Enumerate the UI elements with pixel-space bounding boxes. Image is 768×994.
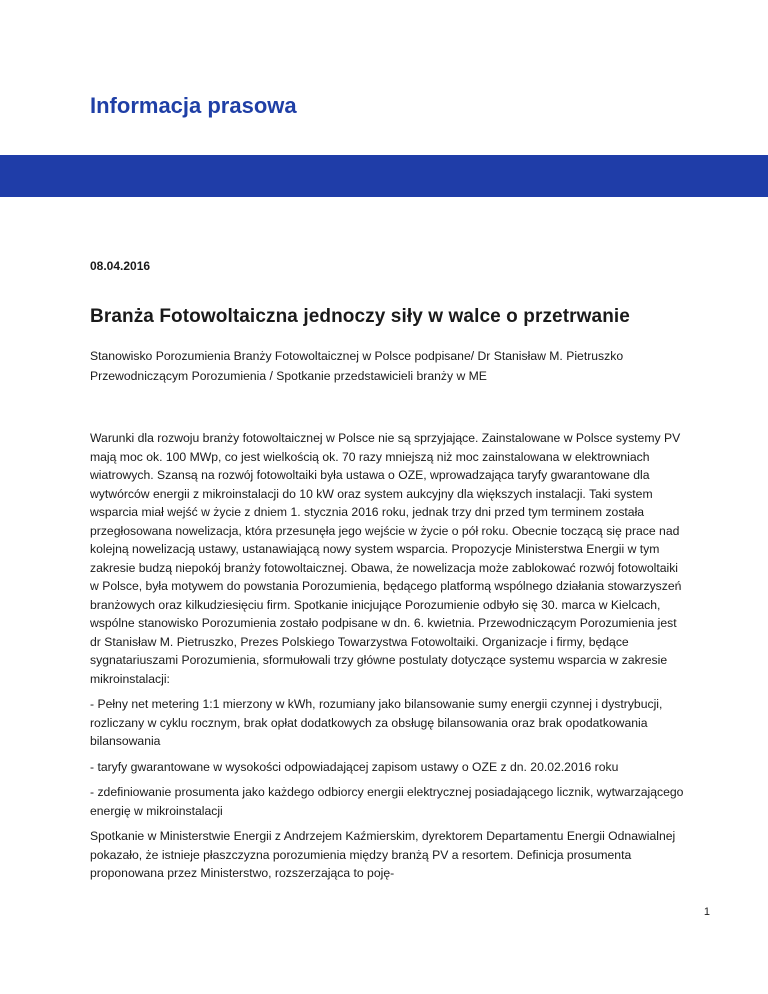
- article-body: [90, 429, 690, 890]
- page-number: 1: [703, 906, 710, 918]
- press-release-title: Informacja prasowa: [90, 93, 297, 118]
- paragraph-ministry-meeting: Spotkanie w Ministerstwie Energii z Andrzejem Kaźmierskim, dyrektorem Departamentu Energii Odnawialnej pokazało, że istnieje płaszczyzna porozumienia między branżą PV a resortem. Definicja prosumenta proponowana przez Ministerstwo, rozszerzająca to poję-: [90, 829, 676, 880]
- paragraph-postulate-3: - zdefiniowanie prosumenta jako każdego odbiorcy energii elektrycznej posiadającego licznik, wytwarzającego energię w mikroinstalacji: [90, 785, 684, 818]
- header-band: [0, 155, 768, 197]
- headline: Branża Fotowoltaiczna jednoczy siły w walce o przetrwanie: [90, 306, 630, 327]
- document-date: 08.04.2016: [90, 259, 151, 273]
- paragraph-intro: Warunki dla rozwoju branży fotowoltaicznej w Polsce nie są sprzyjające. Zainstalowane w Polsce systemy PV mają moc ok. 100 MWp, co jest wielkością ok. 70 razy mniejszą niż moc zainstalowana w elektrowniach wiatrowych. Szansą na rozwój fotowoltaiki była ustawa o OZE, wprowadzająca taryfy gwarantowane dla wytwórców energii z mikroinstalacji do 10 kW oraz system aukcyjny dla większych instalacji. Taki system wsparcia miał wejść w życie z dniem 1. stycznia 2016 roku, jednak trzy dni przed tym terminem została przegłosowana nowelizacja, która przesunęła jego wejście w życie o pół roku. Obecnie toczącą się prace nad kolejną nowelizacją ustawy, ustanawiającą nowy system wsparcia. Propozycje Ministerstwa Energii w tym zakresie budzą niepokój branży fotowoltaicznej. Obawa, że nowelizacja może zablokować rozwój fotowoltaiki w Polsce, była motywem do powstania Porozumienia, będącego platformą wspólnego działania stowarzyszeń branżowych oraz kilkudziesięciu firm. Spotkanie inicjujące Porozumienie odbyło się 30. marca w Kielcach, wspólne stanowisko Porozumienia zostało podpisane w dn. 6. kwietnia. Przewodniczącym Porozumienia jest dr Stanisław M. Pietruszko, Prezes Polskiego Towarzystwa Fotowoltaiki. Organizacje i firmy, będące sygnatariuszami Porozumienia, sformułowali trzy główne postulaty dotyczące systemu wsparcia w zakresie mikroinstalacji:: [90, 431, 682, 686]
- paragraph-postulate-2: - taryfy gwarantowane w wysokości odpowiadającej zapisom ustawy o OZE z dn. 20.02.2016 roku: [90, 759, 619, 774]
- subtitle: Stanowisko Porozumienia Branży Fotowoltaicznej w Polsce podpisane/ Dr Stanisław M. Pietruszko Przewodniczącym Porozumienia / Spotkanie przedstawicieli branży w ME: [90, 349, 624, 383]
- paragraph-postulate-1: - Pełny net metering 1:1 mierzony w kWh, rozumiany jako bilansowanie sumy energii czynnej i dystrybucji, rozliczany w cyklu rocznym, brak opłat dodatkowych za obsługę bilansowania oraz brak opodatkowania bilansowania: [90, 697, 663, 748]
